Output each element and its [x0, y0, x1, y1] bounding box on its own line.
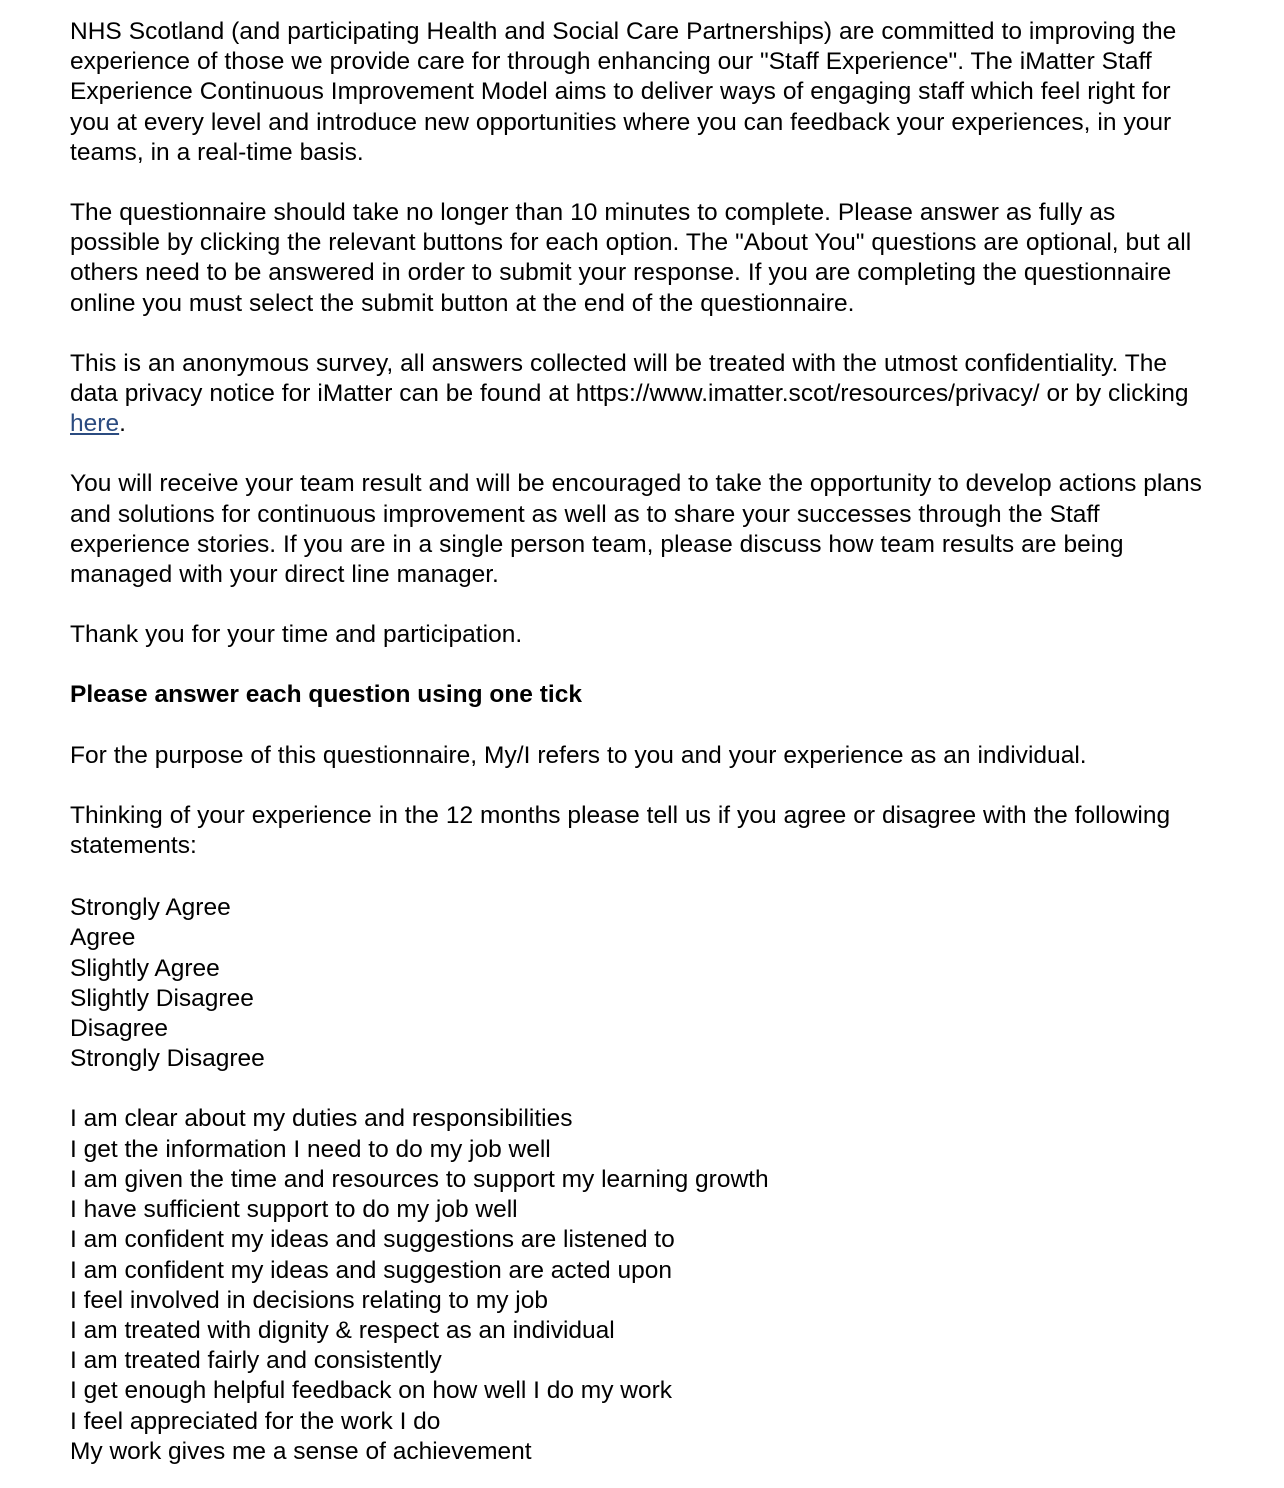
list-item: I get the information I need to do my job well — [70, 1135, 551, 1163]
thanks-paragraph: Thank you for your time and participation. — [70, 621, 523, 649]
list-item: I feel appreciated for the work I do — [70, 1407, 441, 1435]
answer-instruction-heading: Please answer each question using one tick — [70, 681, 582, 709]
statements-list — [70, 1104, 1210, 1466]
privacy-notice-here-link[interactable]: here — [70, 410, 120, 438]
list-item: I have sufficient support to do my job well — [70, 1196, 518, 1224]
list-item: I am given the time and resources to support my learning growth — [70, 1165, 769, 1193]
list-item: My work gives me a sense of achievement — [70, 1437, 532, 1465]
thinking-prompt-paragraph: Thinking of your experience in the 12 months please tell us if you agree or disagree with the following statements: — [70, 801, 1171, 860]
privacy-text-after-link: . — [119, 410, 126, 438]
list-item: I am treated fairly and consistently — [70, 1347, 442, 1375]
spacer-before-statements — [70, 1074, 1210, 1104]
results-paragraph: You will receive your team result and will be encouraged to take the opportunity to develop actions plans and solutions for continuous improvement as well as to share your successes through the Staff experience stories. If you are in a single person team, please discuss how team results are being managed with your direct line manager. — [70, 470, 1202, 589]
my-i-note-paragraph: For the purpose of this questionnaire, My/I refers to you and your experience as an individual. — [70, 741, 1087, 769]
list-item: Agree — [70, 924, 136, 952]
list-item: Slightly Agree — [70, 954, 220, 982]
list-item: I am confident my ideas and suggestions are listened to — [70, 1226, 675, 1254]
intro-paragraph: NHS Scotland (and participating Health and Social Care Partnerships) are committed to improving the experience of those we provide care for through enhancing our "Staff Experience". The iMatter Staff Experience Continuous Improvement Model aims to deliver ways of engaging staff which feel right for you at every level and introduce new opportunities where you can feedback your experiences, in your teams, in a real-time basis. — [70, 18, 1177, 166]
privacy-text-before-link: This is an anonymous survey, all answers collected will be treated with the utmost confidentiality. The data privacy notice for iMatter can be found at https://www.imatter.scot/resources/privacy/ or by clicking — [70, 349, 1189, 408]
privacy-paragraph — [70, 349, 1210, 440]
list-item: I am confident my ideas and suggestion are acted upon — [70, 1256, 672, 1284]
list-item: Strongly Agree — [70, 894, 231, 922]
list-item: I feel involved in decisions relating to my job — [70, 1286, 549, 1314]
list-item: Slightly Disagree — [70, 984, 254, 1012]
list-item: I am treated with dignity & respect as an individual — [70, 1316, 615, 1344]
list-item: Disagree — [70, 1015, 169, 1043]
spacer-before-scale — [70, 861, 1210, 893]
list-item: I am clear about my duties and responsibilities — [70, 1105, 573, 1133]
instructions-paragraph: The questionnaire should take no longer than 10 minutes to complete. Please answer as fully as possible by clicking the relevant buttons for each option. The "About You" questions are optional, but all others need to be answered in order to submit your response. If you are completing the questionnaire online you must select the submit button at the end of the questionnaire. — [70, 199, 1192, 317]
scale-options-list — [70, 893, 1210, 1074]
list-item: I get enough helpful feedback on how well I do my work — [70, 1377, 672, 1405]
list-item: Strongly Disagree — [70, 1045, 265, 1073]
